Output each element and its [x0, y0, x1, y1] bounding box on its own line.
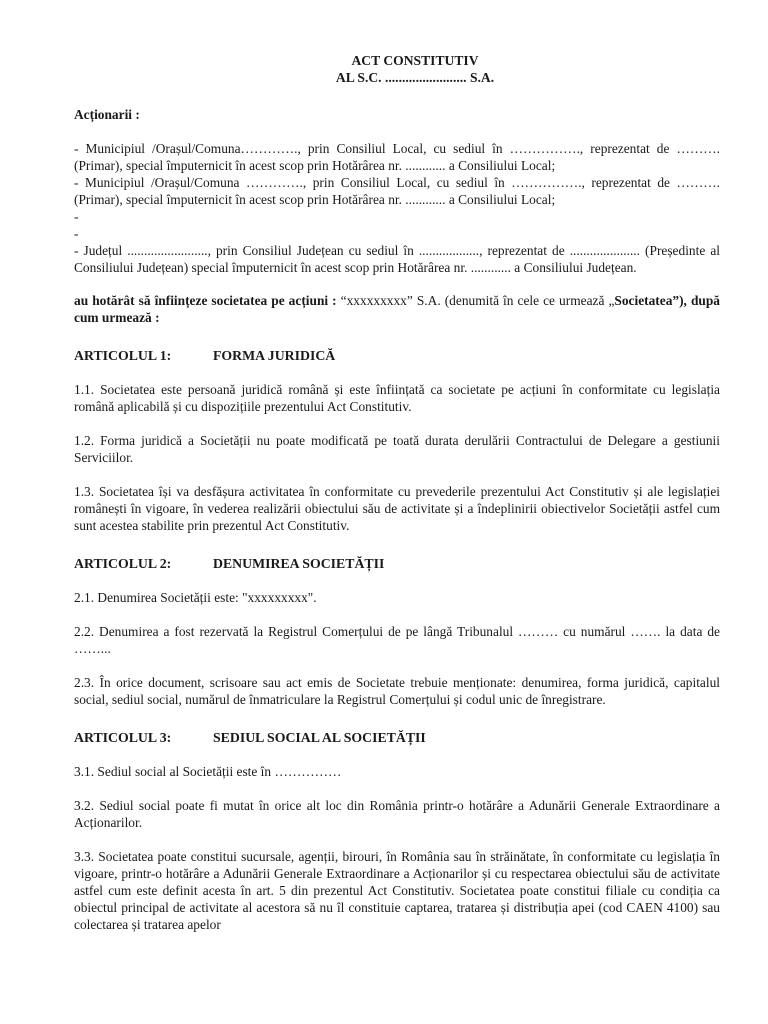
article-2-heading — [74, 555, 720, 572]
shareholders-heading: Acționarii : — [74, 107, 140, 122]
shareholder-entry: - Județul ........................, prin Consiliul Județean cu sediul în .................., reprezentat de ..................... (Președinte al Consiliului Județean) special împuternicit în acest scop prin Hotărârea nr. ............ a Consiliului Județean. — [74, 243, 720, 275]
article-paragraph: 3.2. Sediul social poate fi mutat în orice alt loc din România printr-o hotărâre a Adunării Generale Extraordinare a Acționarilor. — [74, 798, 720, 830]
shareholder-entry: - Municipiul /Orașul/Comuna …………., prin Consiliul Local, cu sediul în ……………., reprezentat de ……….(Primar), special împuternicit în acest scop prin Hotărârea nr. ............ a Consiliului Local; — [74, 175, 720, 207]
article-paragraph: 1.2. Forma juridică a Societății nu poate modificată pe toată durata derulării Contractului de Delegare a gestiunii Serviciilor. — [74, 433, 720, 465]
article-paragraph: 3.3. Societatea poate constitui sucursale, agenții, birouri, în România sau în străinătate, în conformitate cu legislația în vigoare, printr-o hotărâre a Adunării Generale Extraordinare a Acționarilor și cu respectarea obiectului său de activitate astfel cum este definit acesta în art. 5 din prezentul Act Constitutiv. Societatea poate constitui filiale cu condiția ca obiectul principal de activitate al acestora să nu îl constituie captarea, tratarea și distribuția apei (cod CAEN 4100) sau colectarea și tratarea apelor — [74, 849, 720, 932]
shareholder-entry: - — [74, 209, 79, 224]
article-title: DENUMIREA SOCIETĂȚII — [213, 556, 385, 571]
article-1-heading — [74, 347, 720, 364]
document-subtitle: AL S.C. ........................ S.A. — [335, 70, 495, 85]
company-short-name: Societatea” — [614, 293, 680, 308]
shareholders-list — [74, 140, 720, 276]
founding-decision — [74, 292, 720, 326]
article-paragraph: 2.1. Denumirea Societății este: "xxxxxxxxx". — [74, 590, 317, 605]
shareholder-entry: - — [74, 226, 79, 241]
article-paragraph: 3.1. Sediul social al Societății este în …………… — [74, 764, 342, 779]
shareholder-entry: - Municipiul /Orașul/Comuna…………., prin Consiliul Local, cu sediul în ……………., reprezentat de ……….(Primar), special împuternicit în acest scop prin Hotărârea nr. ............ a Consiliului Local; — [74, 141, 720, 173]
founding-decision-lead: au hotărât să înființeze societatea pe acțiuni : — [74, 293, 337, 308]
article-number: ARTICOLUL 3: — [74, 730, 172, 745]
document-title: ACT CONSTITUTIV — [351, 53, 479, 68]
article-paragraph: 2.3. În orice document, scrisoare sau act emis de Societate trebuie menționate: denumirea, forma juridică, capitalul social, sediul social, numărul de înmatriculare la Registrul Comerțului și codul unic de înregistrare. — [74, 675, 720, 707]
article-paragraph: 1.1. Societatea este persoană juridică română și este înființată ca societate pe acțiuni în conformitate cu legislația română aplicabilă și cu dispozițiile prezentului Act Constitutiv. — [74, 382, 720, 414]
article-title: FORMA JURIDICĂ — [213, 348, 336, 363]
article-number: ARTICOLUL 1: — [74, 348, 172, 363]
company-name-quote: “xxxxxxxxx” S.A. (denumită în cele ce urmează „ — [336, 293, 615, 308]
article-number: ARTICOLUL 2: — [74, 556, 172, 571]
document-title-block — [74, 52, 720, 86]
founding-decision-tail: ), după cum urmează : — [74, 293, 720, 325]
article-paragraph: 2.2. Denumirea a fost rezervată la Registrul Comerțului de pe lângă Tribunalul ……… cu numărul ……. la data de ……... — [74, 624, 720, 656]
article-3-heading — [74, 729, 720, 746]
article-paragraph: 1.3. Societatea își va desfășura activitatea în conformitate cu prevederile prezentului Act Constitutiv și ale legislației românești în vigoare, în vederea realizării obiectului său de activitate și a îndeplinirii obiectivelor Societății astfel cum sunt acestea stabilite prin prezentul Act Constitutiv. — [74, 484, 720, 533]
article-title: SEDIUL SOCIAL AL SOCIETĂȚII — [213, 730, 426, 745]
